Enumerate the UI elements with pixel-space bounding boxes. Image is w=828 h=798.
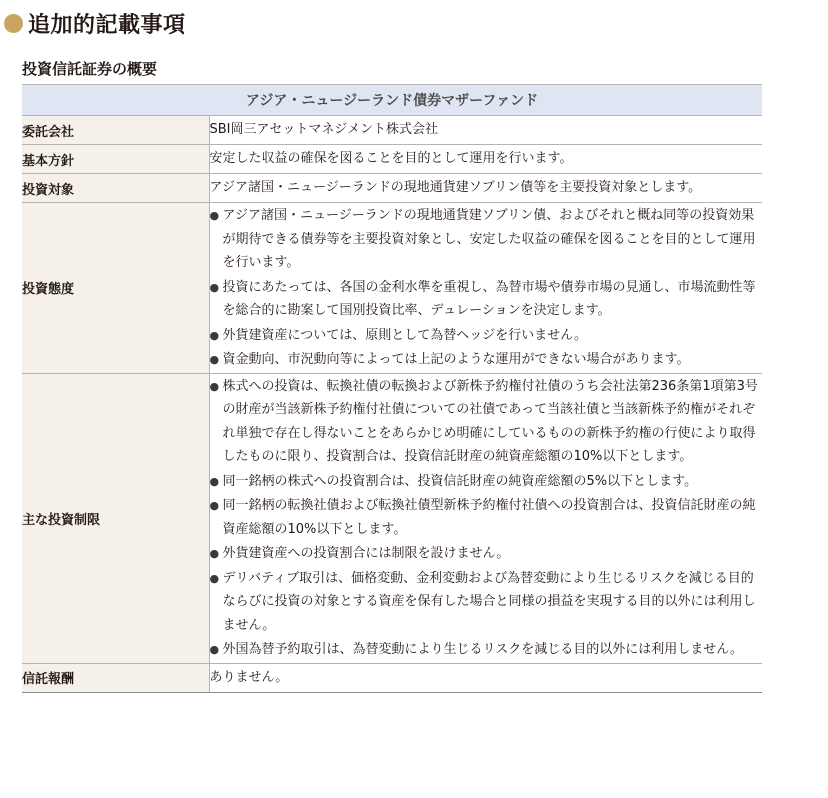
attitude-bullet-item: ● 外貨建資産については、原則として為替ヘッジを行いません。 (210, 324, 763, 348)
bullet-icon: ● (209, 547, 220, 560)
bullet-icon: ● (209, 353, 220, 366)
bullet-icon: ● (209, 280, 220, 294)
bullet-icon: ● (209, 499, 220, 512)
bullet-icon: ● (209, 209, 220, 222)
attitude-bullet-list (210, 204, 763, 372)
row-value-fee: ありません。 (209, 663, 762, 692)
attitude-bullet-item: ● 資金動向、市況動向等によっては上記のような運用ができない場合があります。 (210, 348, 763, 372)
attitude-bullet-item: ● 投資にあたっては、各国の金利水準を重視し、為替市場や債券市場の見通し、市場流動性等を総合的に勘案して国別投資比率、デュレーションを決定します。 (210, 276, 763, 323)
row-label-attitude: 投資態度 (22, 203, 209, 374)
page-title-text: 追加的記載事項 (28, 12, 186, 38)
bullet-icon: ● (209, 328, 220, 342)
row-value-attitude (209, 203, 762, 374)
row-label-fee: 信託報酬 (22, 663, 209, 692)
bullet-icon: ● (209, 643, 220, 656)
restriction-bullet-item: ● 外貨建資産への投資割合には制限を設けません。 (210, 542, 763, 566)
table-row-policy (22, 145, 762, 174)
restriction-bullet-item: ● 同一銘柄の株式への投資割合は、投資信託財産の純資産総額の5%以下とします。 (210, 470, 763, 494)
row-value-restrictions (209, 373, 762, 663)
table-row-restrictions (22, 373, 762, 663)
row-label-policy: 基本方針 (22, 145, 209, 174)
restriction-bullet-item: ● 株式への投資は、転換社債の転換および新株予約権付社債のうち会社法第236条第1項第3号の財産が当該新株予約権付社債についての社債であって当該社債と当該新株予約権がそれぞれ単独で存在し得ないことをあらかじめ明確にしているものの新株予約権の行使により取得したものに限り、投資割合は、投資信託財産の純資産総額の10%以下とします。 (210, 375, 763, 469)
bullet-icon: ● (209, 379, 220, 393)
row-label-restrictions: 主な投資制限 (22, 373, 209, 663)
table-row-attitude (22, 203, 762, 374)
bullet-icon: ● (209, 474, 220, 488)
row-value-policy: 安定した収益の確保を図ることを目的として運用を行います。 (209, 145, 762, 174)
restriction-bullet-item: ● デリバティブ取引は、価格変動、金利変動および為替変動により生じるリスクを減じる目的ならびに投資の対象とする資産を保有した場合と同様の損益を実現する目的以外には利用しません。 (210, 567, 763, 638)
row-value-trustee: SBI岡三アセットマネジメント株式会社 (209, 116, 762, 145)
row-label-trustee: 委託会社 (22, 116, 209, 145)
fund-overview-table (22, 84, 762, 693)
row-value-target: アジア諸国・ニュージーランドの現地通貨建ソブリン債等を主要投資対象とします。 (209, 174, 762, 203)
fund-header-row (22, 85, 762, 116)
table-row-trustee (22, 116, 762, 145)
table-row-target (22, 174, 762, 203)
section-heading: 投資信託証券の概要 (22, 60, 158, 78)
fund-name-header: アジア・ニュージーランド債券マザーファンド (22, 85, 762, 116)
bullet-icon: ● (209, 571, 220, 585)
restriction-bullet-item: ● 同一銘柄の転換社債および転換社債型新株予約権付社債への投資割合は、投資信託財産の純資産総額の10%以下とします。 (210, 494, 763, 541)
title-bullet-dot (4, 14, 23, 33)
restriction-bullet-item: ● 外国為替予約取引は、為替変動により生じるリスクを減じる目的以外には利用しません。 (210, 638, 763, 662)
table-row-fee (22, 663, 762, 692)
row-label-target: 投資対象 (22, 174, 209, 203)
page-title (4, 6, 186, 40)
attitude-bullet-item: ● アジア諸国・ニュージーランドの現地通貨建ソブリン債、およびそれと概ね同等の投資効果が期待できる債券等を主要投資対象とし、安定した収益の確保を図ることを目的として運用を行います。 (210, 204, 763, 275)
restrictions-bullet-list (210, 375, 763, 662)
